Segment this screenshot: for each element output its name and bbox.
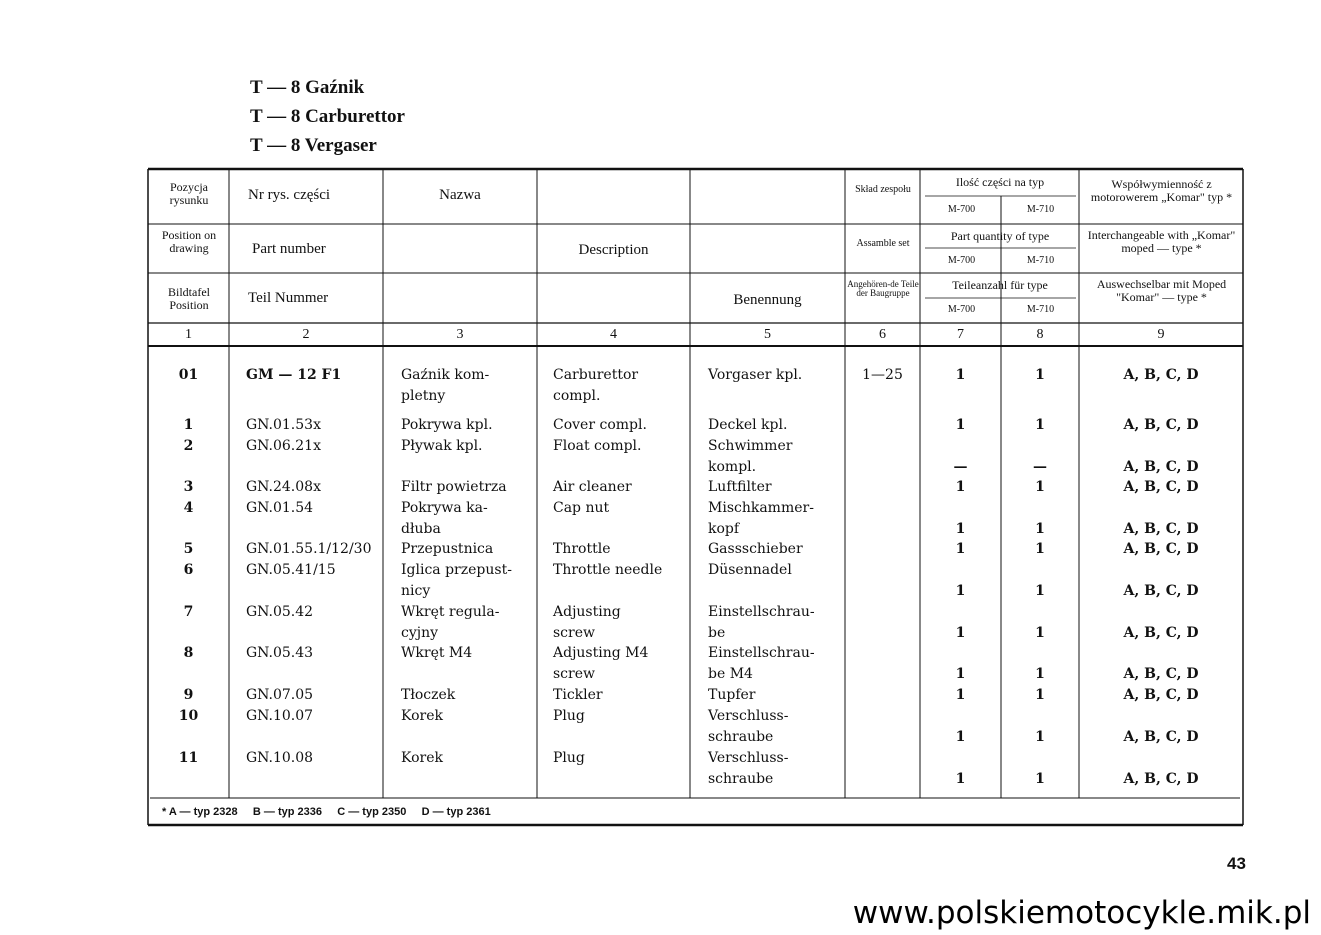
column-number: 6 [879,327,886,342]
cell-en: Adjusting [553,604,621,620]
cell-pl: Iglica przepust- [401,562,512,578]
cell-q8: 1 [1035,521,1045,537]
cell-en: Tickler [553,687,603,703]
header-nr-de: Teil Nummer [248,290,329,306]
cell-en: Cap nut [553,500,610,516]
cell-inter: A, B, C, D [1123,367,1199,383]
header-m710-pl: M-710 [1026,204,1055,215]
cell-inter: A, B, C, D [1123,479,1199,495]
title-pl: T — 8 Gaźnik [250,77,365,98]
cell-de: Einstellschrau- [708,604,815,620]
header-set-en: Assamble set [856,238,910,249]
cell-q8: 1 [1035,367,1045,383]
cell-pl: Korek [401,750,443,766]
cell-de: be [708,625,726,641]
cell-de: Mischkammer- [708,500,814,516]
cell-pos: 8 [183,645,194,661]
cell-nr: GN.05.42 [246,604,314,620]
cell-inter: A, B, C, D [1123,771,1199,787]
cell-inter: A, B, C, D [1123,583,1199,599]
cell-en: Plug [553,750,585,766]
cell-de: schraube [708,729,774,745]
cell-pos: 3 [183,479,194,495]
header-set-pl: Skład zespołu [855,184,911,195]
header-set-de: Angehören-de Teile der Baugruppe [847,279,919,299]
cell-de: be M4 [708,666,753,682]
cell-en: Throttle [553,541,611,557]
column-number: 3 [456,327,464,342]
cell-q7: 1 [955,541,966,557]
cell-pos: 9 [183,687,194,703]
cell-pos: 5 [183,541,194,557]
cell-inter: A, B, C, D [1123,687,1199,703]
cell-q7: 1 [955,367,966,383]
cell-en: Adjusting M4 [553,645,649,661]
cell-de: Tupfer [708,687,756,703]
header-m700-en: M-700 [947,255,976,266]
cell-q7: 1 [955,666,966,682]
cell-pl: Pokrywa kpl. [401,417,493,433]
cell-nr: GN.05.41/15 [246,562,336,578]
cell-de: kompl. [708,459,757,475]
cell-pl: Filtr powietrza [401,479,507,495]
cell-nr: GN.01.55.1/12/30 [246,541,372,557]
cell-q7: 1 [955,625,966,641]
cell-pos: 1 [183,417,194,433]
column-number: 5 [764,327,771,342]
cell-pl: Przepustnica [401,541,494,557]
header-inter-en: Interchangeable with „Komar" moped — type * [1087,228,1236,255]
cell-en: screw [553,666,595,682]
column-number: 2 [302,327,310,342]
cell-de: Düsennadel [708,562,792,578]
cell-q8: 1 [1035,625,1045,641]
cell-pl: dłuba [401,521,441,537]
cell-de: Luftfilter [708,479,772,495]
cell-pl: nicy [401,583,431,599]
cell-q7: 1 [955,729,966,745]
header-m700-pl: M-700 [947,204,976,215]
cell-en: Plug [553,708,585,724]
cell-q8: 1 [1035,541,1045,557]
cell-de: Vorgaser kpl. [708,367,803,383]
header-nr-en: Part number [252,241,326,257]
column-number: 9 [1157,327,1165,342]
cell-inter: A, B, C, D [1123,521,1199,537]
cell-q7: 1 [955,583,966,599]
cell-nr: GN.07.05 [246,687,314,703]
cell-nr: GM — 12 F1 [246,367,342,383]
header-pos-pl: Pozycja rysunku [169,180,209,207]
watermark: www.polskiemotocykle.mik.pl [852,895,1311,931]
cell-en: Carburettor [553,367,639,383]
cell-de: Verschluss- [708,750,789,766]
cell-nr: GN.01.53x [246,417,321,433]
cell-en: Float compl. [553,438,642,454]
title-de: T — 8 Vergaser [250,135,377,156]
cell-pl: Korek [401,708,443,724]
cell-de: kopf [708,521,740,537]
header-desc-en: Description [578,242,649,258]
cell-q7: 1 [955,479,966,495]
cell-pl: pletny [401,388,446,404]
cell-pos: 11 [178,750,199,766]
header-qty-de: Teileanzahl für type [952,278,1048,292]
cell-de: Gassschieber [708,541,803,557]
header-nr-pl: Nr rys. części [248,187,331,203]
cell-pos: 10 [178,708,199,724]
header-pos-en: Position on drawing [161,228,217,255]
cell-pos: 7 [183,604,194,620]
cell-q8: 1 [1035,666,1045,682]
header-name-pl: Nazwa [439,187,481,203]
cell-pos: 2 [183,438,194,454]
cell-en: Throttle needle [553,562,663,578]
cell-pl: Pływak kpl. [401,438,483,454]
cell-en: screw [553,625,595,641]
cell-q7: — [953,459,968,475]
cell-q8: 1 [1035,583,1045,599]
header-qty-pl: Ilość części na typ [955,175,1045,189]
page-titles [250,73,405,160]
cell-nr: GN.05.43 [246,645,314,661]
cell-pl: cyjny [401,625,439,641]
cell-q7: 1 [955,687,966,703]
header-m700-de: M-700 [947,304,976,315]
column-number: 1 [185,327,192,342]
column-number: 4 [610,327,617,342]
header-qty-en: Part quantity of type [950,229,1050,243]
cell-set: 1—25 [862,367,903,383]
cell-nr: GN.01.54 [246,500,314,516]
cell-q8: 1 [1035,687,1045,703]
cell-pl: Tłoczek [401,687,456,703]
page-number: 43 [1227,854,1246,873]
cell-nr: GN.24.08x [246,479,321,495]
cell-nr: GN.10.07 [246,708,314,724]
cell-inter: A, B, C, D [1123,417,1199,433]
column-number: 7 [957,327,964,342]
cell-inter: A, B, C, D [1123,625,1199,641]
cell-de: Einstellschrau- [708,645,815,661]
cell-pl: Wkręt regula- [401,604,500,620]
header-m710-de: M-710 [1026,304,1055,315]
cell-q8: 1 [1035,729,1045,745]
cell-q8: 1 [1035,417,1045,433]
cell-nr: GN.10.08 [246,750,314,766]
cell-q8: — [1033,459,1047,475]
cell-de: Schwimmer [708,438,793,454]
cell-pl: Pokrywa ka- [401,500,488,516]
footnote: * A — typ 2328 B — typ 2336 C — typ 2350 D — typ 2361 [162,806,491,818]
cell-q7: 1 [955,417,966,433]
cell-de: Deckel kpl. [708,417,788,433]
cell-q8: 1 [1035,771,1045,787]
cell-inter: A, B, C, D [1123,459,1199,475]
cell-pos: 01 [178,367,199,383]
cell-pos: 6 [183,562,194,578]
cell-nr: GN.06.21x [246,438,321,454]
header-inter-de: Auswechselbar mit Moped "Komar" — type * [1096,277,1227,304]
cell-pos: 4 [183,500,194,516]
header-ben-de: Benennung [733,292,802,308]
cell-en: Cover compl. [553,417,647,433]
cell-en: compl. [553,388,601,404]
header-inter-pl: Współwymienność z motorowerem „Komar" typ * [1090,177,1233,204]
cell-de: Verschluss- [708,708,789,724]
cell-q7: 1 [955,521,966,537]
cell-inter: A, B, C, D [1123,729,1199,745]
cell-q8: 1 [1035,479,1045,495]
title-en: T — 8 Carburettor [250,106,405,127]
header-m710-en: M-710 [1026,255,1055,266]
cell-pl: Wkręt M4 [401,645,473,661]
cell-inter: A, B, C, D [1123,541,1199,557]
cell-q7: 1 [955,771,966,787]
column-number: 8 [1036,327,1044,342]
cell-de: schraube [708,771,774,787]
header-pos-de: Bildtafel Position [168,285,210,312]
cell-en: Air cleaner [553,479,632,495]
cell-pl: Gaźnik kom- [401,367,490,383]
cell-inter: A, B, C, D [1123,666,1199,682]
